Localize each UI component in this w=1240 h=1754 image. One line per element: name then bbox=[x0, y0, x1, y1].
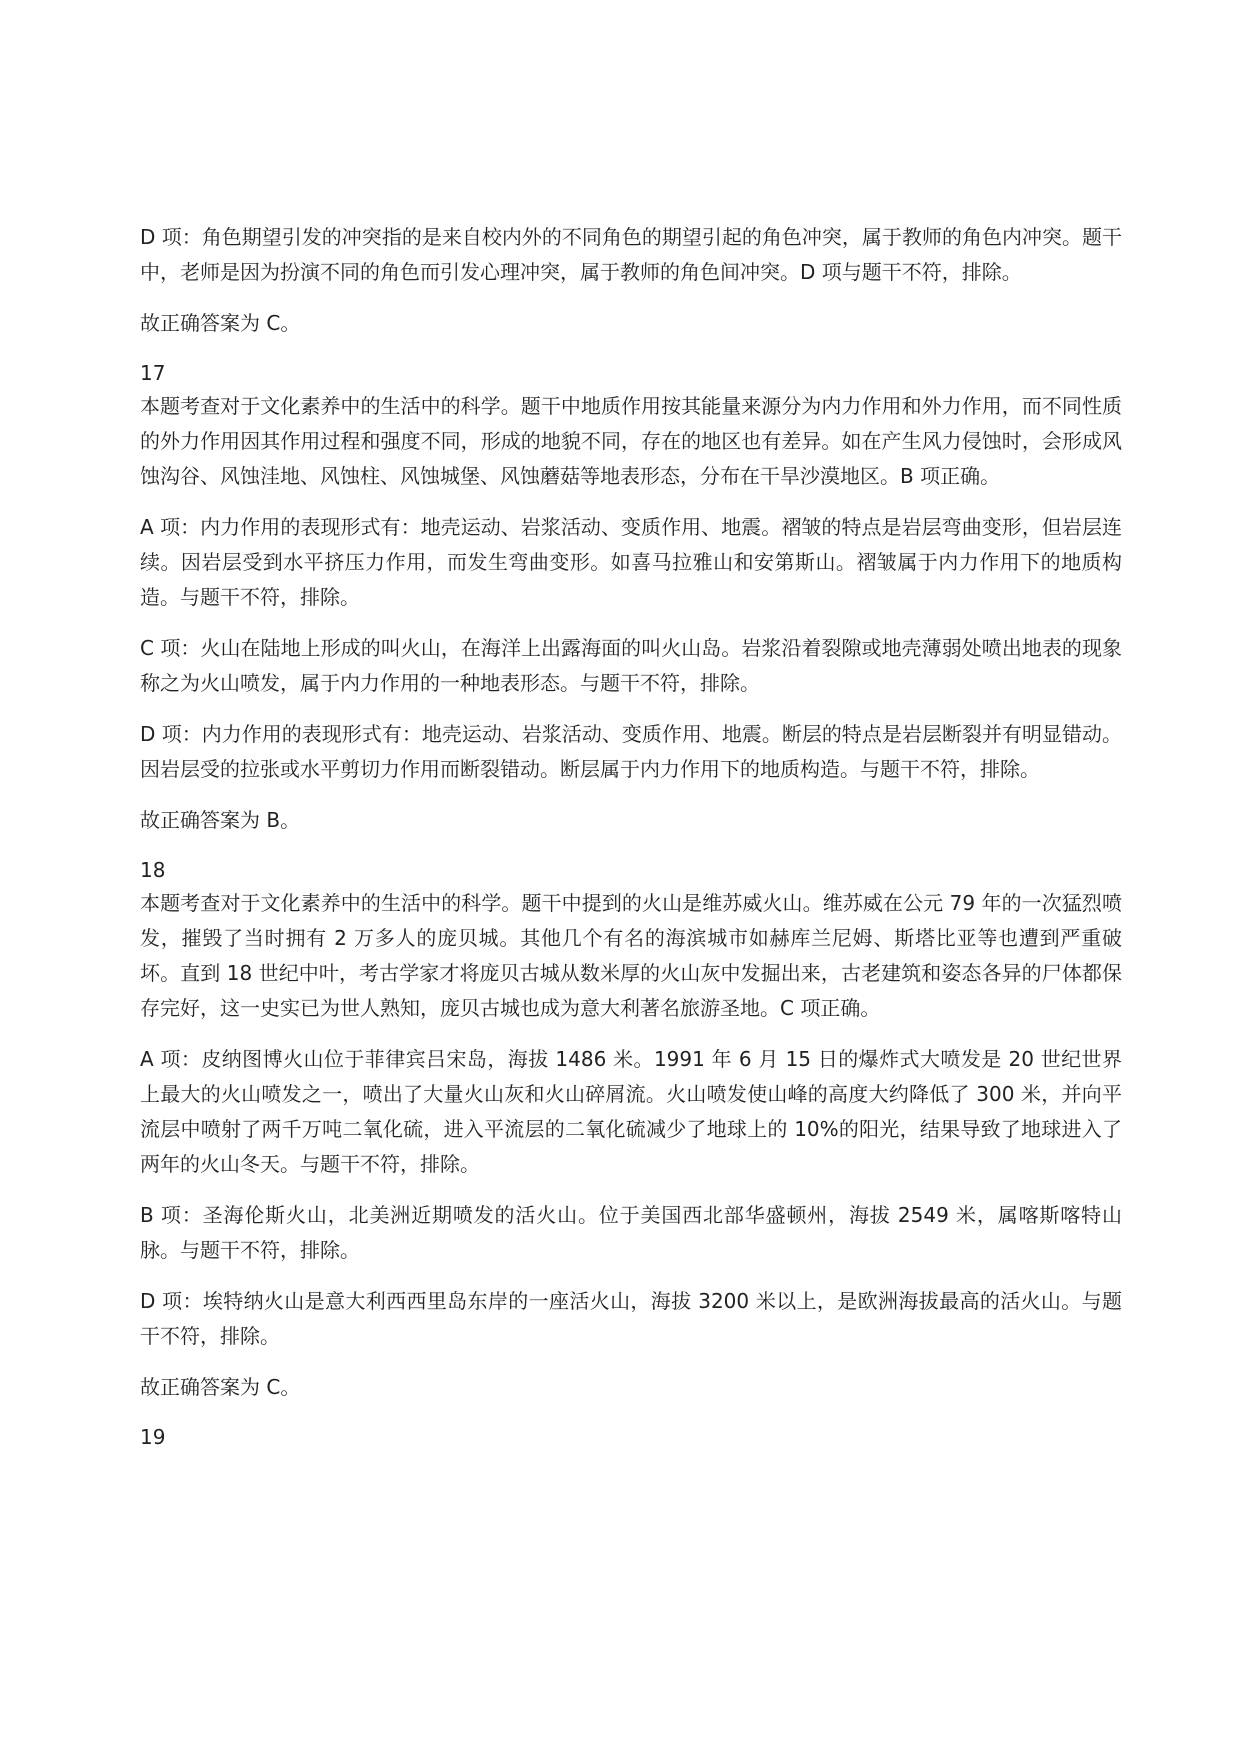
paragraph-explanation: 本题考查对于文化素养中的生活中的科学。题干中提到的火山是维苏威火山。维苏威在公元 79 年的一次猛烈喷发，摧毁了当时拥有 2 万多人的庞贝城。其他几个有名的海滨城市如赫库兰尼姆、斯塔比亚等也遭到严重破坏。直到 18 世纪中叶，考古学家才将庞贝古城从数米厚的火山灰中发掘出来，古老建筑和姿态各异的尸体都保存完好，这一史实已为世人熟知，庞贝古城也成为意大利著名旅游圣地。C 项正确。 bbox=[140, 891, 1122, 1020]
paragraph-explanation: 本题考查对于文化素养中的生活中的科学。题干中地质作用按其能量来源分为内力作用和外力作用，而不同性质的外力作用因其作用过程和强度不同，形成的地貌不同，存在的地区也有差异。如在产生风力侵蚀时，会形成风蚀沟谷、风蚀洼地、风蚀柱、风蚀城堡、风蚀蘑菇等地表形态，分布在干旱沙漠地区。B 项正确。 bbox=[140, 394, 1122, 488]
document-body bbox=[140, 220, 1122, 1453]
question-number: 17 bbox=[140, 361, 166, 385]
question-number: 18 bbox=[140, 858, 166, 882]
paragraph-option-b: B 项：圣海伦斯火山，北美洲近期喷发的活火山。位于美国西北部华盛顿州，海拔 2549 米，属喀斯喀特山脉。与题干不符，排除。 bbox=[140, 1203, 1122, 1262]
answer-line: 故正确答案为 C。 bbox=[140, 1375, 301, 1399]
paragraph-option-c: C 项：火山在陆地上形成的叫火山，在海洋上出露海面的叫火山岛。岩浆沿着裂隙或地壳薄弱处喷出地表的现象称之为火山喷发，属于内力作用的一种地表形态。与题干不符，排除。 bbox=[140, 636, 1122, 695]
answer-line: 故正确答案为 C。 bbox=[140, 311, 301, 335]
question-number: 19 bbox=[140, 1425, 166, 1449]
paragraph-option-d: D 项：角色期望引发的冲突指的是来自校内外的不同角色的期望引起的角色冲突，属于教师的角色内冲突。题干中，老师是因为扮演不同的角色而引发心理冲突，属于教师的角色间冲突。D 项与题干不符，排除。 bbox=[140, 225, 1122, 284]
paragraph-option-a: A 项：皮纳图博火山位于菲律宾吕宋岛，海拔 1486 米。1991 年 6 月 15 日的爆炸式大喷发是 20 世纪世界上最大的火山喷发之一，喷出了大量火山灰和火山碎屑流。火山喷发使山峰的高度大约降低了 300 米，并向平流层中喷射了两千万吨二氧化硫，进入平流层的二氧化硫减少了地球上的 10%的阳光，结果导致了地球进入了两年的火山冬天。与题干不符，排除。 bbox=[140, 1047, 1122, 1176]
paragraph-option-a: A 项：内力作用的表现形式有：地壳运动、岩浆活动、变质作用、地震。褶皱的特点是岩层弯曲变形，但岩层连续。因岩层受到水平挤压力作用，而发生弯曲变形。如喜马拉雅山和安第斯山。褶皱属于内力作用下的地质构造。与题干不符，排除。 bbox=[140, 515, 1122, 609]
answer-line: 故正确答案为 B。 bbox=[140, 808, 301, 832]
paragraph-option-d: D 项：埃特纳火山是意大利西西里岛东岸的一座活火山，海拔 3200 米以上，是欧洲海拔最高的活火山。与题干不符，排除。 bbox=[140, 1289, 1122, 1348]
paragraph-option-d: D 项：内力作用的表现形式有：地壳运动、岩浆活动、变质作用、地震。断层的特点是岩层断裂并有明显错动。因岩层受的拉张或水平剪切力作用而断裂错动。断层属于内力作用下的地质构造。与题干不符，排除。 bbox=[140, 722, 1122, 781]
